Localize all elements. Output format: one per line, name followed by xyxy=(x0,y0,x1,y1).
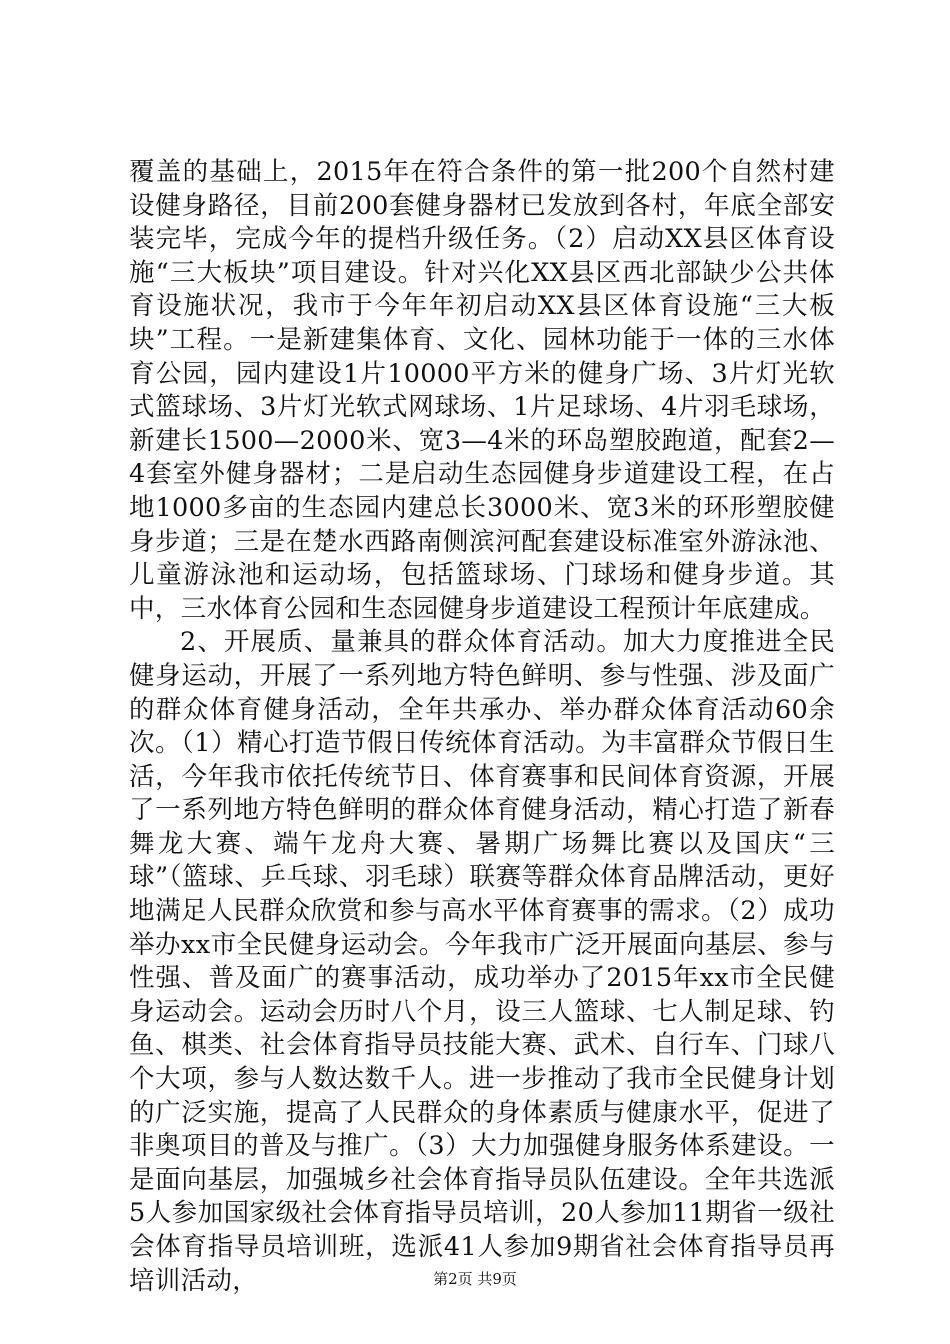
body-text xyxy=(129,156,835,1298)
paragraph-1: 覆盖的基础上，2015年在符合条件的第一批200个自然村建设健身路径，目前200套健身器材已发放到各村，年底全部安装完毕，完成今年的提档升级任务。（2）启动XX县区体育设施“三大板块”项目建设。针对兴化XX县区西北部缺少公共体育设施状况，我市于今年年初启动XX县区体育设施“三大板块”工程。一是新建集体育、文化、园林功能于一体的三水体育公园，园内建设1片10000平方米的健身广场、3片灯光软式篮球场、3片灯光软式网球场、1片足球场、4片羽毛球场，新建长1500—2000米、宽3—4米的环岛塑胶跑道，配套2—4套室外健身器材；二是启动生态园健身步道建设工程，在占地1000多亩的生态园内建总长3000米、宽3米的环形塑胶健身步道；三是在楚水西路南侧滨河配套建设标准室外游泳池、儿童游泳池和运动场，包括篮球场、门球场和健身步道。其中，三水体育公园和生态园健身步道建设工程预计年底建成。 xyxy=(129,157,835,624)
paragraph-2: 2、开展质、量兼具的群众体育活动。加大力度推进全民健身运动，开展了一系列地方特色鲜明、参与性强、涉及面广的群众体育健身活动，全年共承办、举办群众体育活动60余次。（1）精心打造节假日传统体育活动。为丰富群众节假日生活，今年我市依托传统节日、体育赛事和民间体育资源，开展了一系列地方特色鲜明的群众体育健身活动，精心打造了新春舞龙大赛、端午龙舟大赛、暑期广场舞比赛以及国庆“三球”（篮球、乒乓球、羽毛球）联赛等群众体育品牌活动，更好地满足人民群众欣赏和参与高水平体育赛事的需求。（2）成功举办xx市全民健身运动会。今年我市广泛开展面向基层、参与性强、普及面广的赛事活动，成功举办了2015年xx市全民健身运动会。运动会历时八个月，设三人篮球、七人制足球、钓鱼、棋类、社会体育指导员技能大赛、武术、自行车、门球八个大项，参与人数达数千人。进一步推动了我市全民健身计划的广泛实施，提高了人民群众的身体素质与健康水平，促进了非奥项目的普及与推广。（3）大力加强健身服务体系建设。一是面向基层，加强城乡社会体育指导员队伍建设。全年共选派5人参加国家级社会体育指导员培训，20人参加11期省一级社会体育指导员培训班，选派41人参加9期省社会体育指导员再培训活动， xyxy=(129,627,835,1296)
page-footer: 第2页 共9页 xyxy=(433,1270,517,1288)
